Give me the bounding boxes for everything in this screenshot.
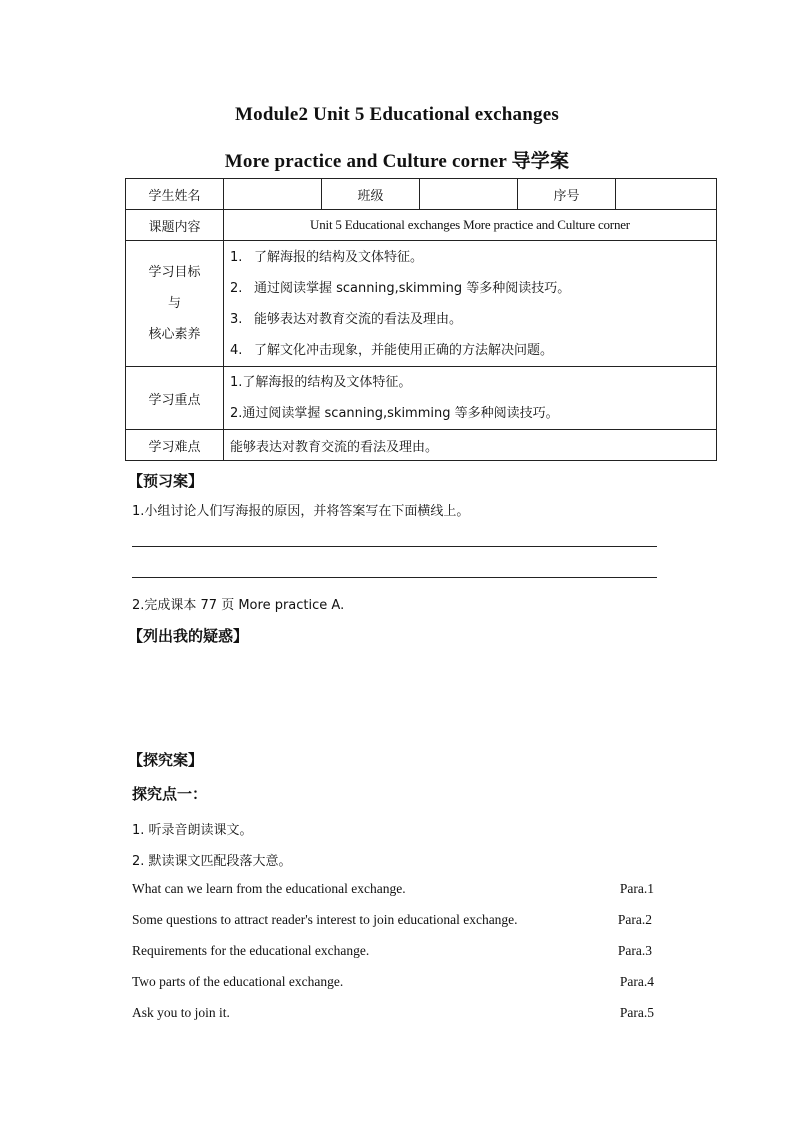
matching-item-text: What can we learn from the educational exchange.: [132, 881, 406, 896]
matching-item-para: Para.2: [617, 912, 652, 927]
matching-item-para: Para.5: [619, 1005, 654, 1020]
title-line-2: More practice and Culture corner 导学案: [224, 151, 570, 172]
title-line-1: Module2 Unit 5 Educational exchanges: [235, 104, 559, 125]
preview-question-2: 2.完成课本 77 页 More practice A.: [132, 598, 345, 613]
key-point-item: 1.了解海报的结构及文体特征。: [230, 375, 412, 390]
info-table: [125, 178, 717, 461]
key-points-cell: [224, 367, 717, 430]
goal-item: 3. 能够表达对教育交流的看法及理由。: [230, 311, 463, 327]
doubts-heading: 【列出我的疑惑】: [128, 627, 249, 645]
answer-line-2[interactable]: [132, 577, 657, 578]
goal-item: 4. 了解文化冲击现象，并能使用正确的方法解决问题。: [230, 342, 554, 358]
student-name-field[interactable]: [224, 179, 322, 210]
matching-item-text: Requirements for the educational exchange.: [132, 943, 370, 958]
topic-value: Unit 5 Educational exchanges More practice and Culture corner: [224, 210, 717, 241]
goals-label-line-3: 核心素养: [148, 327, 201, 342]
matching-item-para: Para.3: [617, 943, 652, 958]
key-point-item: 2.通过阅读掌握 scanning,skimming 等多种阅读技巧。: [230, 406, 559, 421]
student-name-label: 学生姓名: [126, 179, 224, 210]
goals-label-line-2: 与: [167, 296, 181, 311]
key-points-label: 学习重点: [126, 367, 224, 430]
explore-heading: 【探究案】: [128, 751, 204, 769]
matching-item-para: Para.4: [619, 974, 654, 989]
number-field[interactable]: [616, 179, 717, 210]
number-label: 序号: [518, 179, 616, 210]
difficulty-value: 能够表达对教育交流的看法及理由。: [224, 430, 717, 461]
class-label: 班级: [322, 179, 420, 210]
explore-item: 1. 听录音朗读课文。: [132, 823, 253, 838]
goals-label: [126, 241, 224, 367]
answer-line-1[interactable]: [132, 546, 657, 547]
preview-heading: 【预习案】: [128, 472, 204, 490]
matching-item-text: Two parts of the educational exchange.: [132, 974, 344, 989]
class-field[interactable]: [420, 179, 518, 210]
matching-item-para: Para.1: [619, 881, 654, 896]
explore-item: 2. 默读课文匹配段落大意。: [132, 854, 292, 869]
matching-item-text: Some questions to attract reader's interest to join educational exchange.: [132, 912, 518, 927]
goals-cell: [224, 241, 717, 367]
topic-label: 课题内容: [126, 210, 224, 241]
goal-item: 2. 通过阅读掌握 scanning,skimming 等多种阅读技巧。: [230, 280, 571, 296]
preview-question-1: 1.小组讨论人们写海报的原因，并将答案写在下面横线上。: [132, 504, 470, 519]
explore-point-1: 探究点一：: [132, 785, 208, 803]
goals-label-line-1: 学习目标: [148, 265, 201, 280]
matching-item-text: Ask you to join it.: [132, 1005, 230, 1020]
goal-item: 1. 了解海报的结构及文体特征。: [230, 249, 424, 265]
difficulty-label: 学习难点: [126, 430, 224, 461]
